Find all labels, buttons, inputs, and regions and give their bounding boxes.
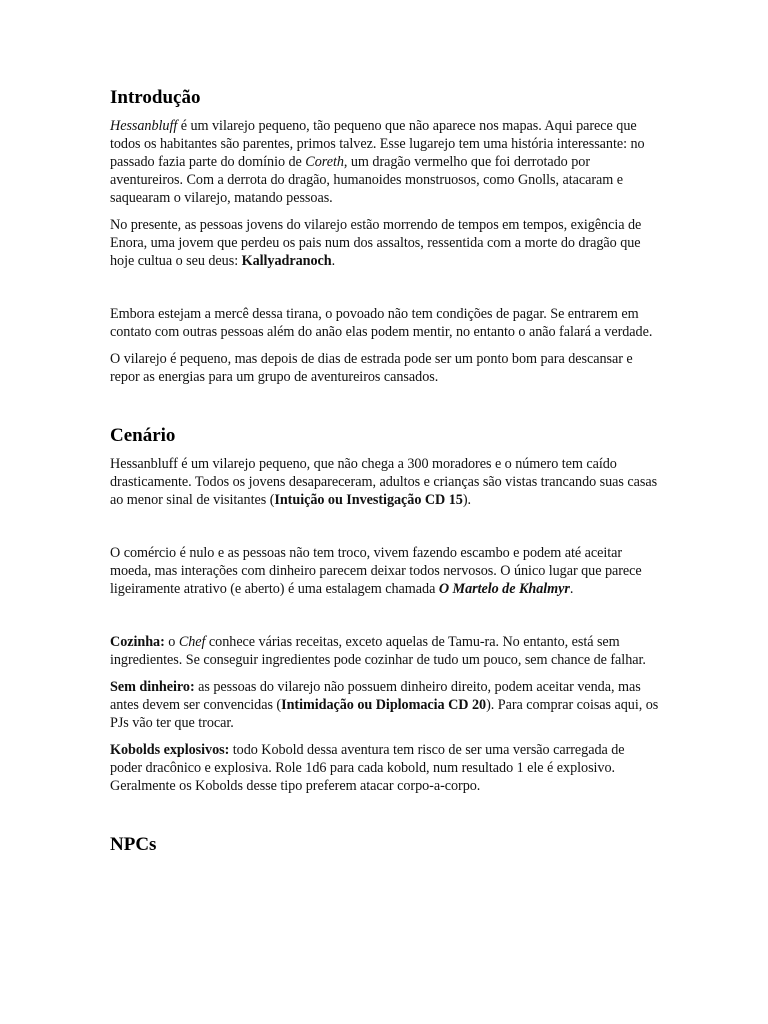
chef-term: Chef xyxy=(178,634,206,650)
cozinha-label: Cozinha: xyxy=(110,634,165,650)
place-name-hessanbluff: Hessanbluff xyxy=(110,118,178,134)
intro-paragraph-1: Hessanbluff é um vilarejo pequeno, tão pequeno que não aparece nos mapas. Aqui parece que todos os habitantes são parentes, primos talvez. Esse lugarejo tem uma história interessante: no passado fazia parte do domínio de Coreth, um dragão vermelho que foi derrotado por aventureiros. Com a derrota do dragão, humanoides monstruosos, como Gnolls, atacaram e saquearam o vilarejo, matando pessoas. xyxy=(110,118,645,206)
intro-paragraph-2: No presente, as pessoas jovens do vilarejo estão morrendo de tempos em tempos, exigência de Enora, uma jovem que perdeu os pais num dos assaltos, ressentida com a morte do dragão que hoje cultua o seu deus: Kallyadranoch. xyxy=(110,217,642,269)
intro-paragraph-3: Embora estejam a mercê dessa tirana, o povoado não tem condições de pagar. Se entrarem em contato com outras pessoas além do anão elas podem mentir, no entanto o anão falará a verdade. xyxy=(110,306,653,340)
inn-name: O Martelo de Khalmyr xyxy=(438,581,570,597)
dragon-name-coreth: Coreth xyxy=(305,154,344,170)
kobolds-label: Kobolds explosivos: xyxy=(110,742,230,758)
sem-dinheiro-label: Sem dinheiro: xyxy=(110,679,195,695)
skill-check-1: Intuição ou Investigação CD 15 xyxy=(274,492,463,508)
kobolds-paragraph: Kobolds explosivos: todo Kobold dessa aventura tem risco de ser uma versão carregada de poder dracônico e explosiva. Role 1d6 para cada kobold, num resultado 1 ele é explosivo. Geralmente os Kobolds desse tipo preferem atacar corpo-a-corpo. xyxy=(110,742,625,794)
cenario-paragraph-2: O comércio é nulo e as pessoas não tem troco, vivem fazendo escambo e podem até aceitar moeda, mas interações com dinheiro parecem deixar todos nervosos. O único lugar que parece ligeiramente atrativo (e aberto) é uma estalagem chamada O Martelo de Khalmyr. xyxy=(110,545,642,597)
cenario-paragraph-1: Hessanbluff é um vilarejo pequeno, que não chega a 300 moradores e o número tem caído drasticamente. Todos os jovens desapareceram, adultos e crianças são vistas trancando suas casas ao menor sinal de visitantes (Intuição ou Investigação CD 15). xyxy=(110,456,658,508)
sem-dinheiro-paragraph: Sem dinheiro: as pessoas do vilarejo não possuem dinheiro direito, podem aceitar venda, mas antes devem ser convencidas (Intimidação ou Diplomacia CD 20). Para comprar coisas aqui, os PJs vão ter que trocar. xyxy=(110,679,659,731)
cozinha-paragraph: Cozinha: o Chef conhece várias receitas, exceto aquelas de Tamu-ra. No entanto, está sem ingredientes. Se conseguir ingredientes pode cozinhar de tudo um pouco, sem chance de falhar. xyxy=(110,634,646,668)
heading-introducao: Introdução xyxy=(110,87,201,108)
skill-check-2: Intimidação ou Diplomacia CD 20 xyxy=(281,697,487,713)
heading-npcs: NPCs xyxy=(110,834,157,855)
heading-cenario: Cenário xyxy=(110,425,176,446)
deity-name: Kallyadranoch xyxy=(241,253,332,269)
intro-paragraph-4: O vilarejo é pequeno, mas depois de dias de estrada pode ser um ponto bom para descansar e repor as energias para um grupo de aventureiros cansados. xyxy=(110,351,633,385)
document-page xyxy=(110,86,660,857)
